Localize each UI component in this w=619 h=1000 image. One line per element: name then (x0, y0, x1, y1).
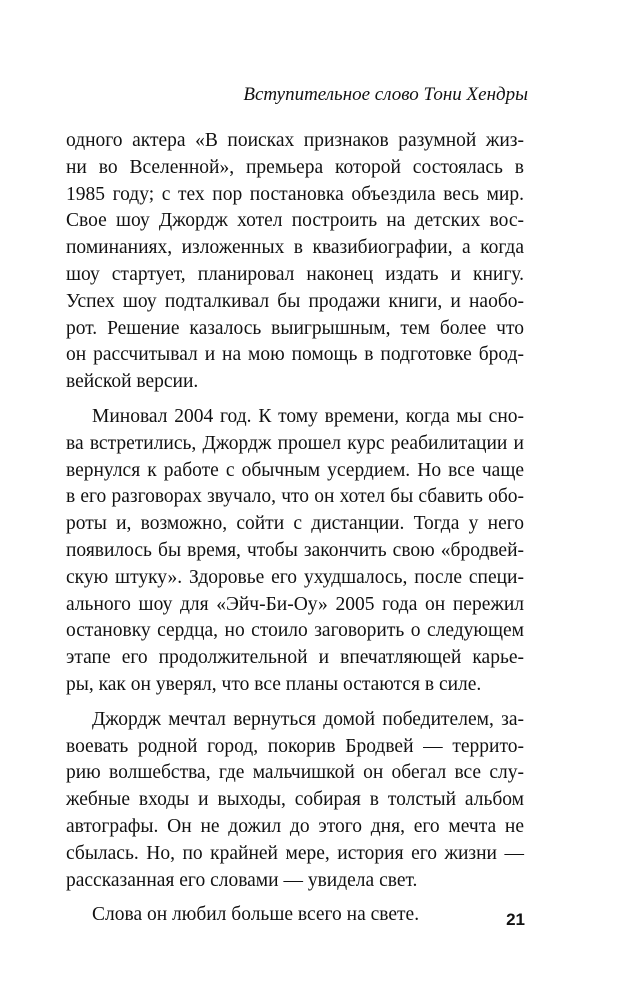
text-line: ни во Вселенной», премьера которой состоялась в (66, 156, 524, 178)
page-number: 21 (506, 910, 525, 929)
text-line: вейской версии. (66, 371, 199, 393)
text-line: скую штуку». Здоровье его ухудшалось, после специ- (66, 566, 524, 588)
text-line: сбылась. Но, по крайней мере, история его жизни — (66, 842, 524, 864)
text-line: ры, как он уверял, что все планы остаются в силе. (66, 673, 482, 695)
paragraph-2 (66, 404, 524, 699)
text-line: Свое шоу Джордж хотел построить на детских вос- (66, 210, 524, 232)
text-line: Успех шоу подталкивал бы продажи книги, и наобо- (66, 290, 524, 312)
text-line: вернулся к работе с обычным усердием. Но все чаще (66, 459, 524, 481)
text-line: Миновал 2004 год. К тому времени, когда мы сно- (92, 405, 524, 427)
running-header: Вступительное слово Тони Хендры (243, 84, 528, 105)
text-line: он рассчитывал и на мою помощь в подготовке брод- (66, 344, 524, 366)
text-line: рию волшебства, где мальчишкой он обегал все слу- (66, 762, 524, 784)
paragraph-1 (66, 128, 524, 396)
text-line: одного актера «В поисках признаков разумной жиз- (66, 130, 524, 151)
text-line: роты и, возможно, сойти с дистанции. Тогда у него (66, 513, 524, 535)
text-line: 1985 году; с тех пор постановка объездила весь мир. (66, 183, 524, 205)
text-line: поминаниях, изложенных в квазибиографии, а когда (66, 237, 524, 259)
text-line: рот. Решение казалось выигрышным, тем более что (66, 317, 524, 339)
text-line: появилось бы время, чтобы закончить свою «бродвей- (66, 539, 524, 561)
text-line: Слова он любил больше всего на свете. (92, 904, 420, 926)
text-line: этапе его продолжительной и впечатляющей карье- (66, 647, 524, 669)
text-line: ва встретились, Джордж прошел курс реабилитации и (66, 432, 524, 454)
paragraph-4 (66, 902, 524, 929)
paragraph-3 (66, 707, 524, 895)
text-line: в его разговорах звучало, что он хотел бы сбавить обо- (66, 486, 524, 508)
text-line: остановку сердца, но стоило заговорить о следующем (66, 620, 524, 642)
text-line: ального шоу для «Эйч-Би-Оу» 2005 года он пережил (66, 593, 524, 615)
text-line: автографы. Он не дожил до этого дня, его мечта не (66, 815, 524, 837)
text-line: жебные входы и выходы, собирая в толстый альбом (66, 789, 524, 811)
text-line: Джордж мечтал вернуться домой победителем, за- (92, 708, 524, 730)
text-line: шоу стартует, планировал наконец издать и книгу. (66, 263, 524, 285)
body-text (66, 128, 524, 937)
text-line: рассказанная его словами — увидела свет. (66, 869, 418, 891)
text-line: воевать родной город, покорив Бродвей — террито- (66, 735, 524, 757)
